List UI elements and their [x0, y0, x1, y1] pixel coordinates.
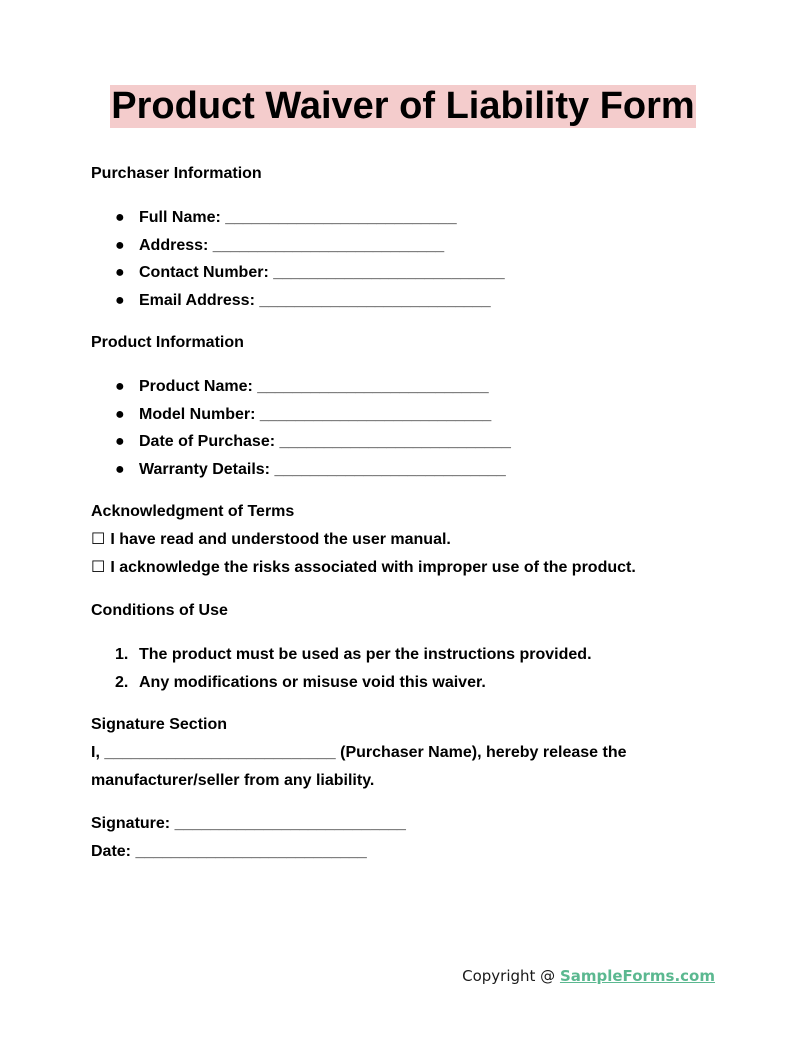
page-title: Product Waiver of Liability Form [111, 85, 695, 127]
product-heading: Product Information [91, 334, 244, 351]
checkbox-icon[interactable]: ☐ [91, 559, 106, 576]
product-field-model-number [91, 401, 731, 429]
purchaser-field-full-name [91, 204, 731, 232]
signature-heading: Signature Section [91, 716, 228, 733]
field-label: Date of Purchase: __________________________ [139, 433, 511, 450]
bullet-icon: ● [115, 264, 125, 281]
release-statement: I, __________________________ (Purchaser Name), hereby release the manufacturer/seller from any liability. [91, 744, 627, 789]
field-label: Email Address: __________________________ [139, 291, 491, 309]
condition-text: The product must be used as per the instructions provided. [139, 646, 592, 663]
bullet-icon: ● [115, 378, 125, 395]
list-number: 2. [115, 673, 129, 691]
acknowledgment-item [91, 526, 731, 554]
bullet-icon: ● [115, 209, 125, 226]
condition-item [91, 641, 731, 669]
form-content [91, 160, 731, 865]
brand-link[interactable]: SampleForms.com [559, 967, 715, 985]
condition-item [91, 669, 731, 697]
date-line: Date: __________________________ [91, 842, 367, 860]
bullet-icon: ● [115, 460, 125, 478]
product-field-name [91, 373, 731, 401]
purchaser-heading: Purchaser Information [91, 165, 262, 182]
checkbox-icon[interactable]: ☐ [91, 531, 106, 548]
field-label: Address: __________________________ [139, 236, 445, 254]
condition-text: Any modifications or misuse void this waiver. [139, 673, 486, 691]
purchaser-list [91, 204, 731, 314]
acknowledgment-text: I acknowledge the risks associated with improper use of the product. [110, 559, 636, 576]
list-number: 1. [115, 646, 129, 663]
field-label: Product Name: __________________________ [139, 378, 489, 395]
field-label: Full Name: __________________________ [139, 209, 457, 226]
acknowledgment-item [91, 554, 731, 582]
acknowledgment-text: I have read and understood the user manual. [110, 531, 451, 548]
purchaser-field-address [91, 232, 731, 260]
bullet-icon: ● [115, 405, 125, 423]
footer-copyright [462, 964, 715, 988]
title-wrap [0, 85, 806, 128]
acknowledgment-heading: Acknowledgment of Terms [91, 503, 295, 520]
product-field-warranty [91, 456, 731, 484]
copyright-prefix: Copyright @ [462, 967, 560, 985]
field-label: Model Number: __________________________ [139, 405, 492, 423]
bullet-icon: ● [115, 236, 125, 254]
conditions-heading: Conditions of Use [91, 602, 228, 619]
bullet-icon: ● [115, 291, 125, 309]
bullet-icon: ● [115, 433, 125, 450]
signature-line: Signature: __________________________ [91, 815, 406, 832]
product-field-date-of-purchase [91, 428, 731, 456]
purchaser-field-contact-number [91, 259, 731, 287]
product-list [91, 373, 731, 483]
purchaser-field-email [91, 287, 731, 315]
field-label: Contact Number: __________________________ [139, 264, 505, 281]
field-label: Warranty Details: __________________________ [139, 460, 506, 478]
conditions-list [91, 641, 731, 696]
